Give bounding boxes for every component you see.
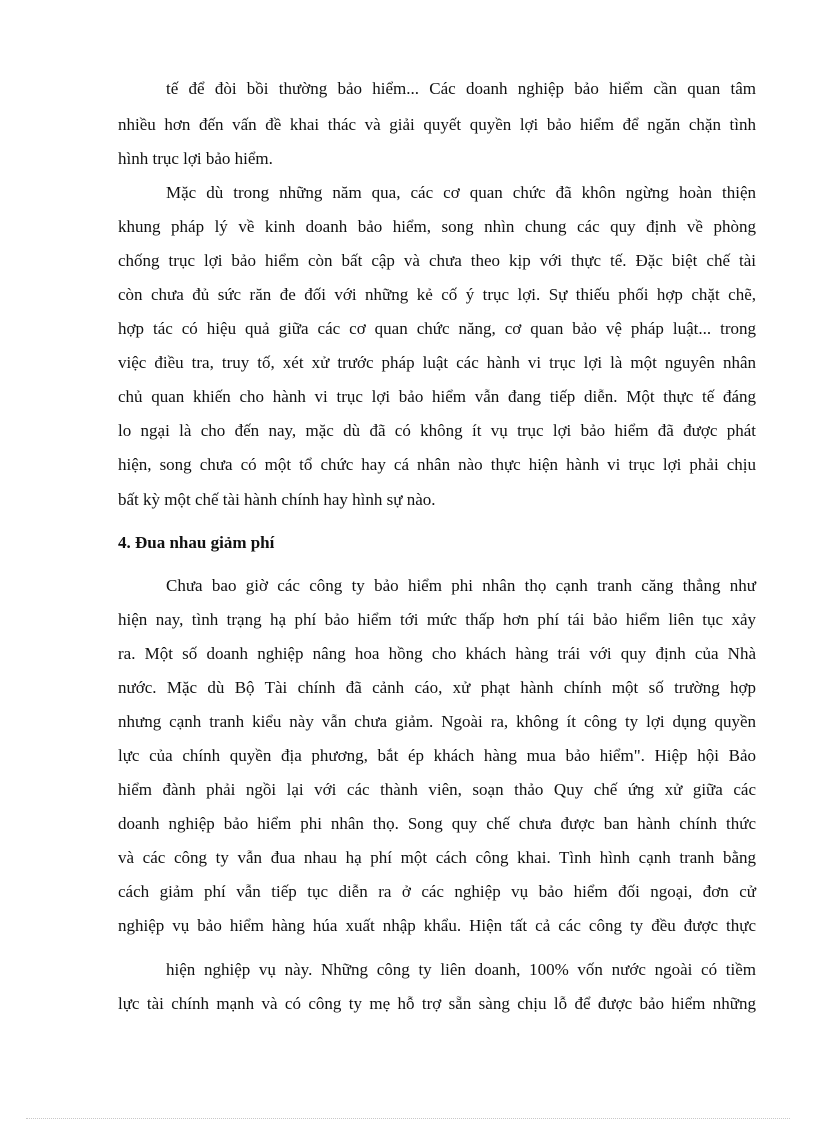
paragraph-2-line-10: bất kỳ một chế tài hành chính hay hình sự nào. bbox=[118, 490, 436, 509]
paragraph-3-line-1: Chưa bao giờ các công ty bảo hiểm phi nhân thọ cạnh tranh căng thẳng như bbox=[166, 576, 756, 595]
paragraph-2-line-6: việc điều tra, truy tố, xét xử trước pháp luật các hành vi trục lợi là một nguyên nhân bbox=[118, 353, 756, 372]
paragraph-3-line-6: lực của chính quyền địa phương, bắt ép khách hàng mua bảo hiểm". Hiệp hội Bảo bbox=[118, 746, 756, 765]
page-footer-divider bbox=[26, 1118, 790, 1119]
paragraph-2-line-7: chủ quan khiến cho hành vi trục lợi bảo hiểm vẫn đang tiếp diễn. Một thực tế đáng bbox=[118, 387, 756, 406]
paragraph-1-line-1: tế để đòi bồi thường bảo hiểm... Các doanh nghiệp bảo hiểm cần quan tâm bbox=[166, 79, 756, 98]
paragraph-2-line-1: Mặc dù trong những năm qua, các cơ quan chức đã khôn ngừng hoàn thiện bbox=[166, 183, 756, 202]
paragraph-2-line-8: lo ngại là cho đến nay, mặc dù đã có không ít vụ trục lợi bảo hiểm đã được phát bbox=[118, 421, 756, 440]
paragraph-1-line-2: nhiều hơn đến vấn đề khai thác và giải quyết quyền lợi bảo hiểm để ngăn chặn tình bbox=[118, 115, 756, 134]
paragraph-2-line-4: còn chưa đủ sức răn đe đối với những kẻ cố ý trục lợi. Sự thiếu phối hợp chặt chẽ, bbox=[118, 285, 756, 304]
paragraph-4-line-1: hiện nghiệp vụ này. Những công ty liên doanh, 100% vốn nước ngoài có tiềm bbox=[166, 960, 756, 979]
paragraph-3-line-9: và các công ty vẫn đua nhau hạ phí một cách công khai. Tình hình cạnh tranh bằng bbox=[118, 848, 756, 867]
paragraph-3-line-3: ra. Một số doanh nghiệp nâng hoa hồng cho khách hàng trái với quy định của Nhà bbox=[118, 644, 756, 663]
paragraph-3-line-8: doanh nghiệp bảo hiểm phi nhân thọ. Song quy chế chưa được ban hành chính thức bbox=[118, 814, 756, 833]
paragraph-3-line-5: nhưng cạnh tranh kiểu này vẫn chưa giảm. Ngoài ra, không ít công ty lợi dụng quyền bbox=[118, 712, 756, 731]
paragraph-1-line-3: hình trục lợi bảo hiểm. bbox=[118, 149, 273, 168]
paragraph-3-line-10: cách giảm phí vẫn tiếp tục diễn ra ở các nghiệp vụ bảo hiểm đối ngoại, đơn cử bbox=[118, 882, 756, 901]
paragraph-3-line-4: nước. Mặc dù Bộ Tài chính đã cảnh cáo, xử phạt hành chính một số trường hợp bbox=[118, 678, 756, 697]
paragraph-2-line-3: chống trục lợi bảo hiểm còn bất cập và chưa theo kịp với thực tế. Đặc biệt chế tài bbox=[118, 251, 756, 270]
paragraph-4-line-2: lực tài chính mạnh và có công ty mẹ hỗ trợ sẵn sàng chịu lỗ để được bảo hiểm những bbox=[118, 994, 756, 1013]
paragraph-2-line-5: hợp tác có hiệu quả giữa các cơ quan chức năng, cơ quan bảo vệ pháp luật... trong bbox=[118, 319, 756, 338]
section-heading: 4. Đua nhau giảm phí bbox=[118, 533, 275, 552]
paragraph-3-line-2: hiện nay, tình trạng hạ phí bảo hiểm tới mức thấp hơn phí tái bảo hiểm liên tục xảy bbox=[118, 610, 756, 629]
paragraph-2-line-9: hiện, song chưa có một tổ chức hay cá nhân nào thực hiện hành vi trục lợi phải chịu bbox=[118, 455, 756, 474]
paragraph-2-line-2: khung pháp lý về kinh doanh bảo hiểm, song nhìn chung các quy định về phòng bbox=[118, 217, 756, 236]
paragraph-3-line-11: nghiệp vụ bảo hiểm hàng húa xuất nhập khẩu. Hiện tất cả các công ty đều được thực bbox=[118, 916, 756, 935]
paragraph-3-line-7: hiểm đành phải ngồi lại với các thành viên, soạn thảo Quy chế ứng xử giữa các bbox=[118, 780, 756, 799]
